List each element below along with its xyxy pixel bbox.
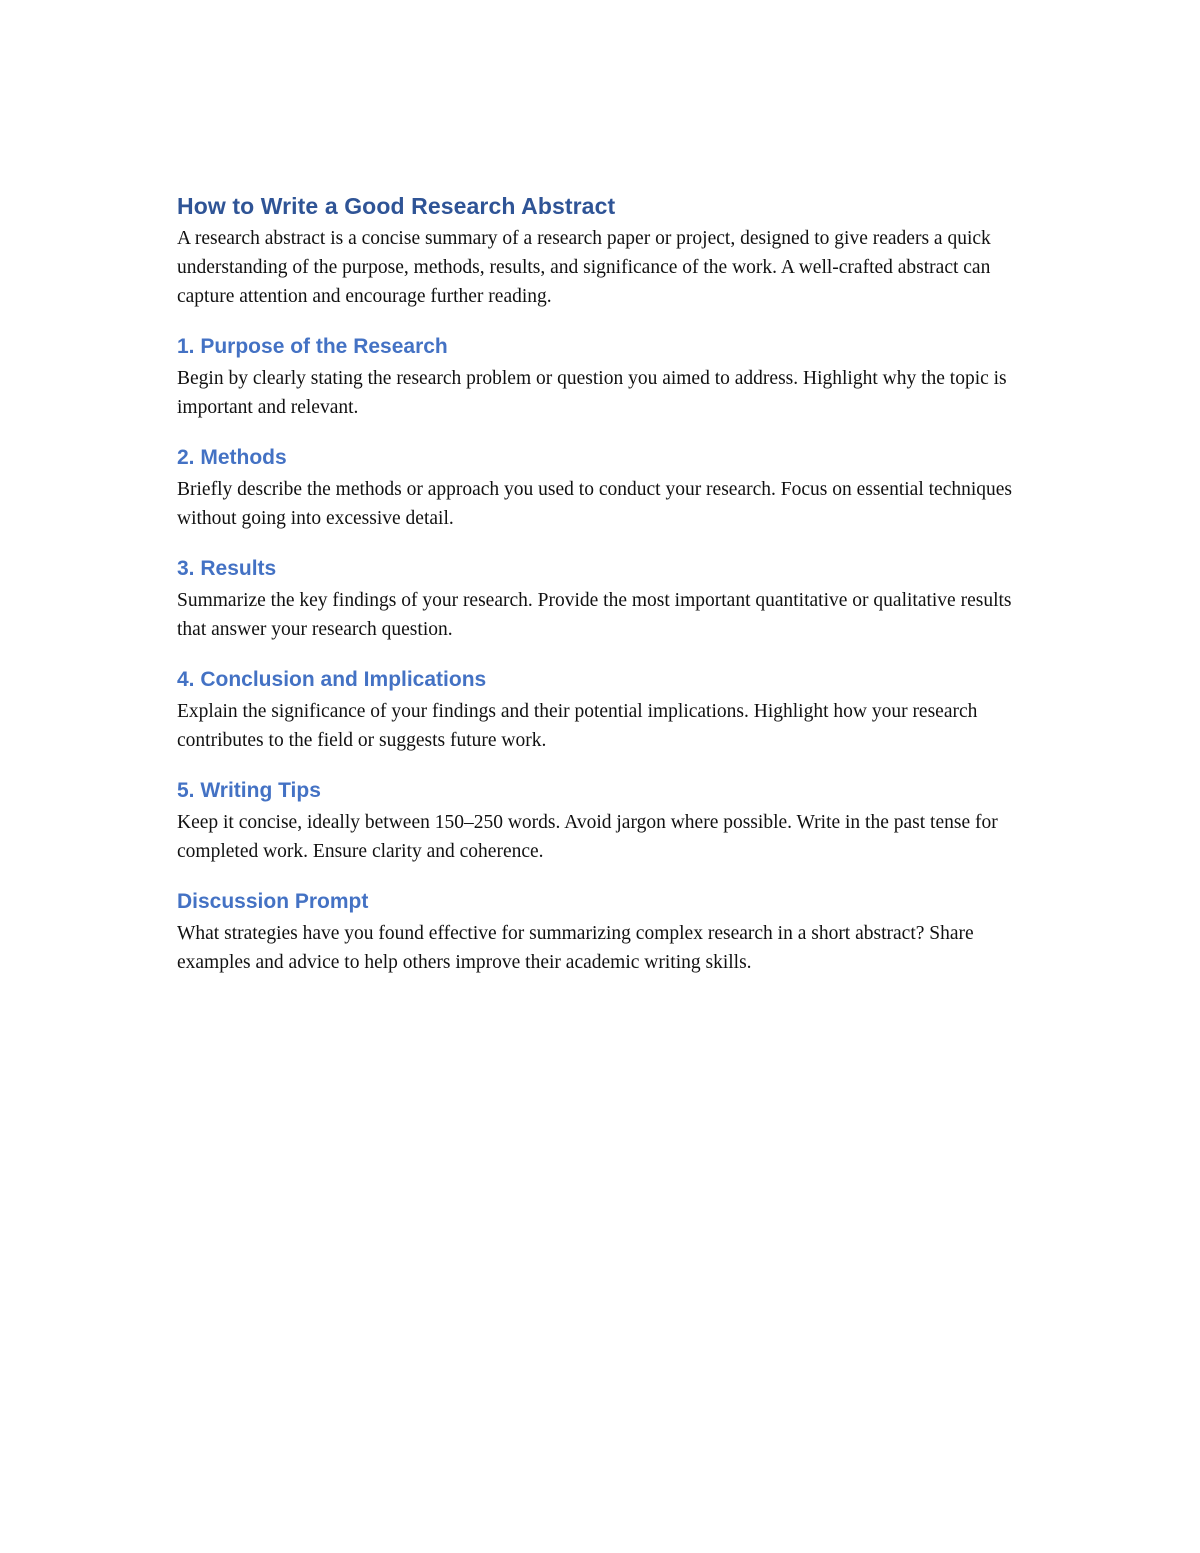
document-title: How to Write a Good Research Abstract <box>177 193 616 219</box>
section-body-conclusion: Explain the significance of your findings and their potential implications. Highlight how your research contributes to the field or suggests future work. <box>177 701 978 751</box>
section-discussion-prompt <box>177 887 1027 977</box>
section-body-results: Summarize the key findings of your research. Provide the most important quantitative or qualitative results that answer your research question. <box>177 590 1012 640</box>
section-heading-purpose: 1. Purpose of the Research <box>177 335 448 358</box>
section-heading-methods: 2. Methods <box>177 446 287 469</box>
section-body-purpose: Begin by clearly stating the research problem or question you aimed to address. Highlight why the topic is important and relevant. <box>177 368 1007 418</box>
section-methods <box>177 443 1027 533</box>
section-heading-results: 3. Results <box>177 557 277 580</box>
section-purpose <box>177 332 1027 422</box>
section-heading-discussion-prompt: Discussion Prompt <box>177 890 369 913</box>
section-body-discussion-prompt: What strategies have you found effective for summarizing complex research in a short abstract? Share examples and advice to help others improve their academic writing skills. <box>177 923 974 973</box>
section-heading-writing-tips: 5. Writing Tips <box>177 779 321 802</box>
section-body-writing-tips: Keep it concise, ideally between 150–250 words. Avoid jargon where possible. Write in the past tense for completed work. Ensure clarity and coherence. <box>177 812 998 862</box>
section-heading-conclusion: 4. Conclusion and Implications <box>177 668 487 691</box>
section-conclusion <box>177 665 1027 755</box>
section-writing-tips <box>177 776 1027 866</box>
document-body <box>177 190 1027 977</box>
section-results <box>177 554 1027 644</box>
intro-paragraph: A research abstract is a concise summary of a research paper or project, designed to give readers a quick understanding of the purpose, methods, results, and significance of the work. A well-crafted abstract can capture attention and encourage further reading. <box>177 228 991 307</box>
section-body-methods: Briefly describe the methods or approach you used to conduct your research. Focus on essential techniques without going into excessive detail. <box>177 479 1013 529</box>
